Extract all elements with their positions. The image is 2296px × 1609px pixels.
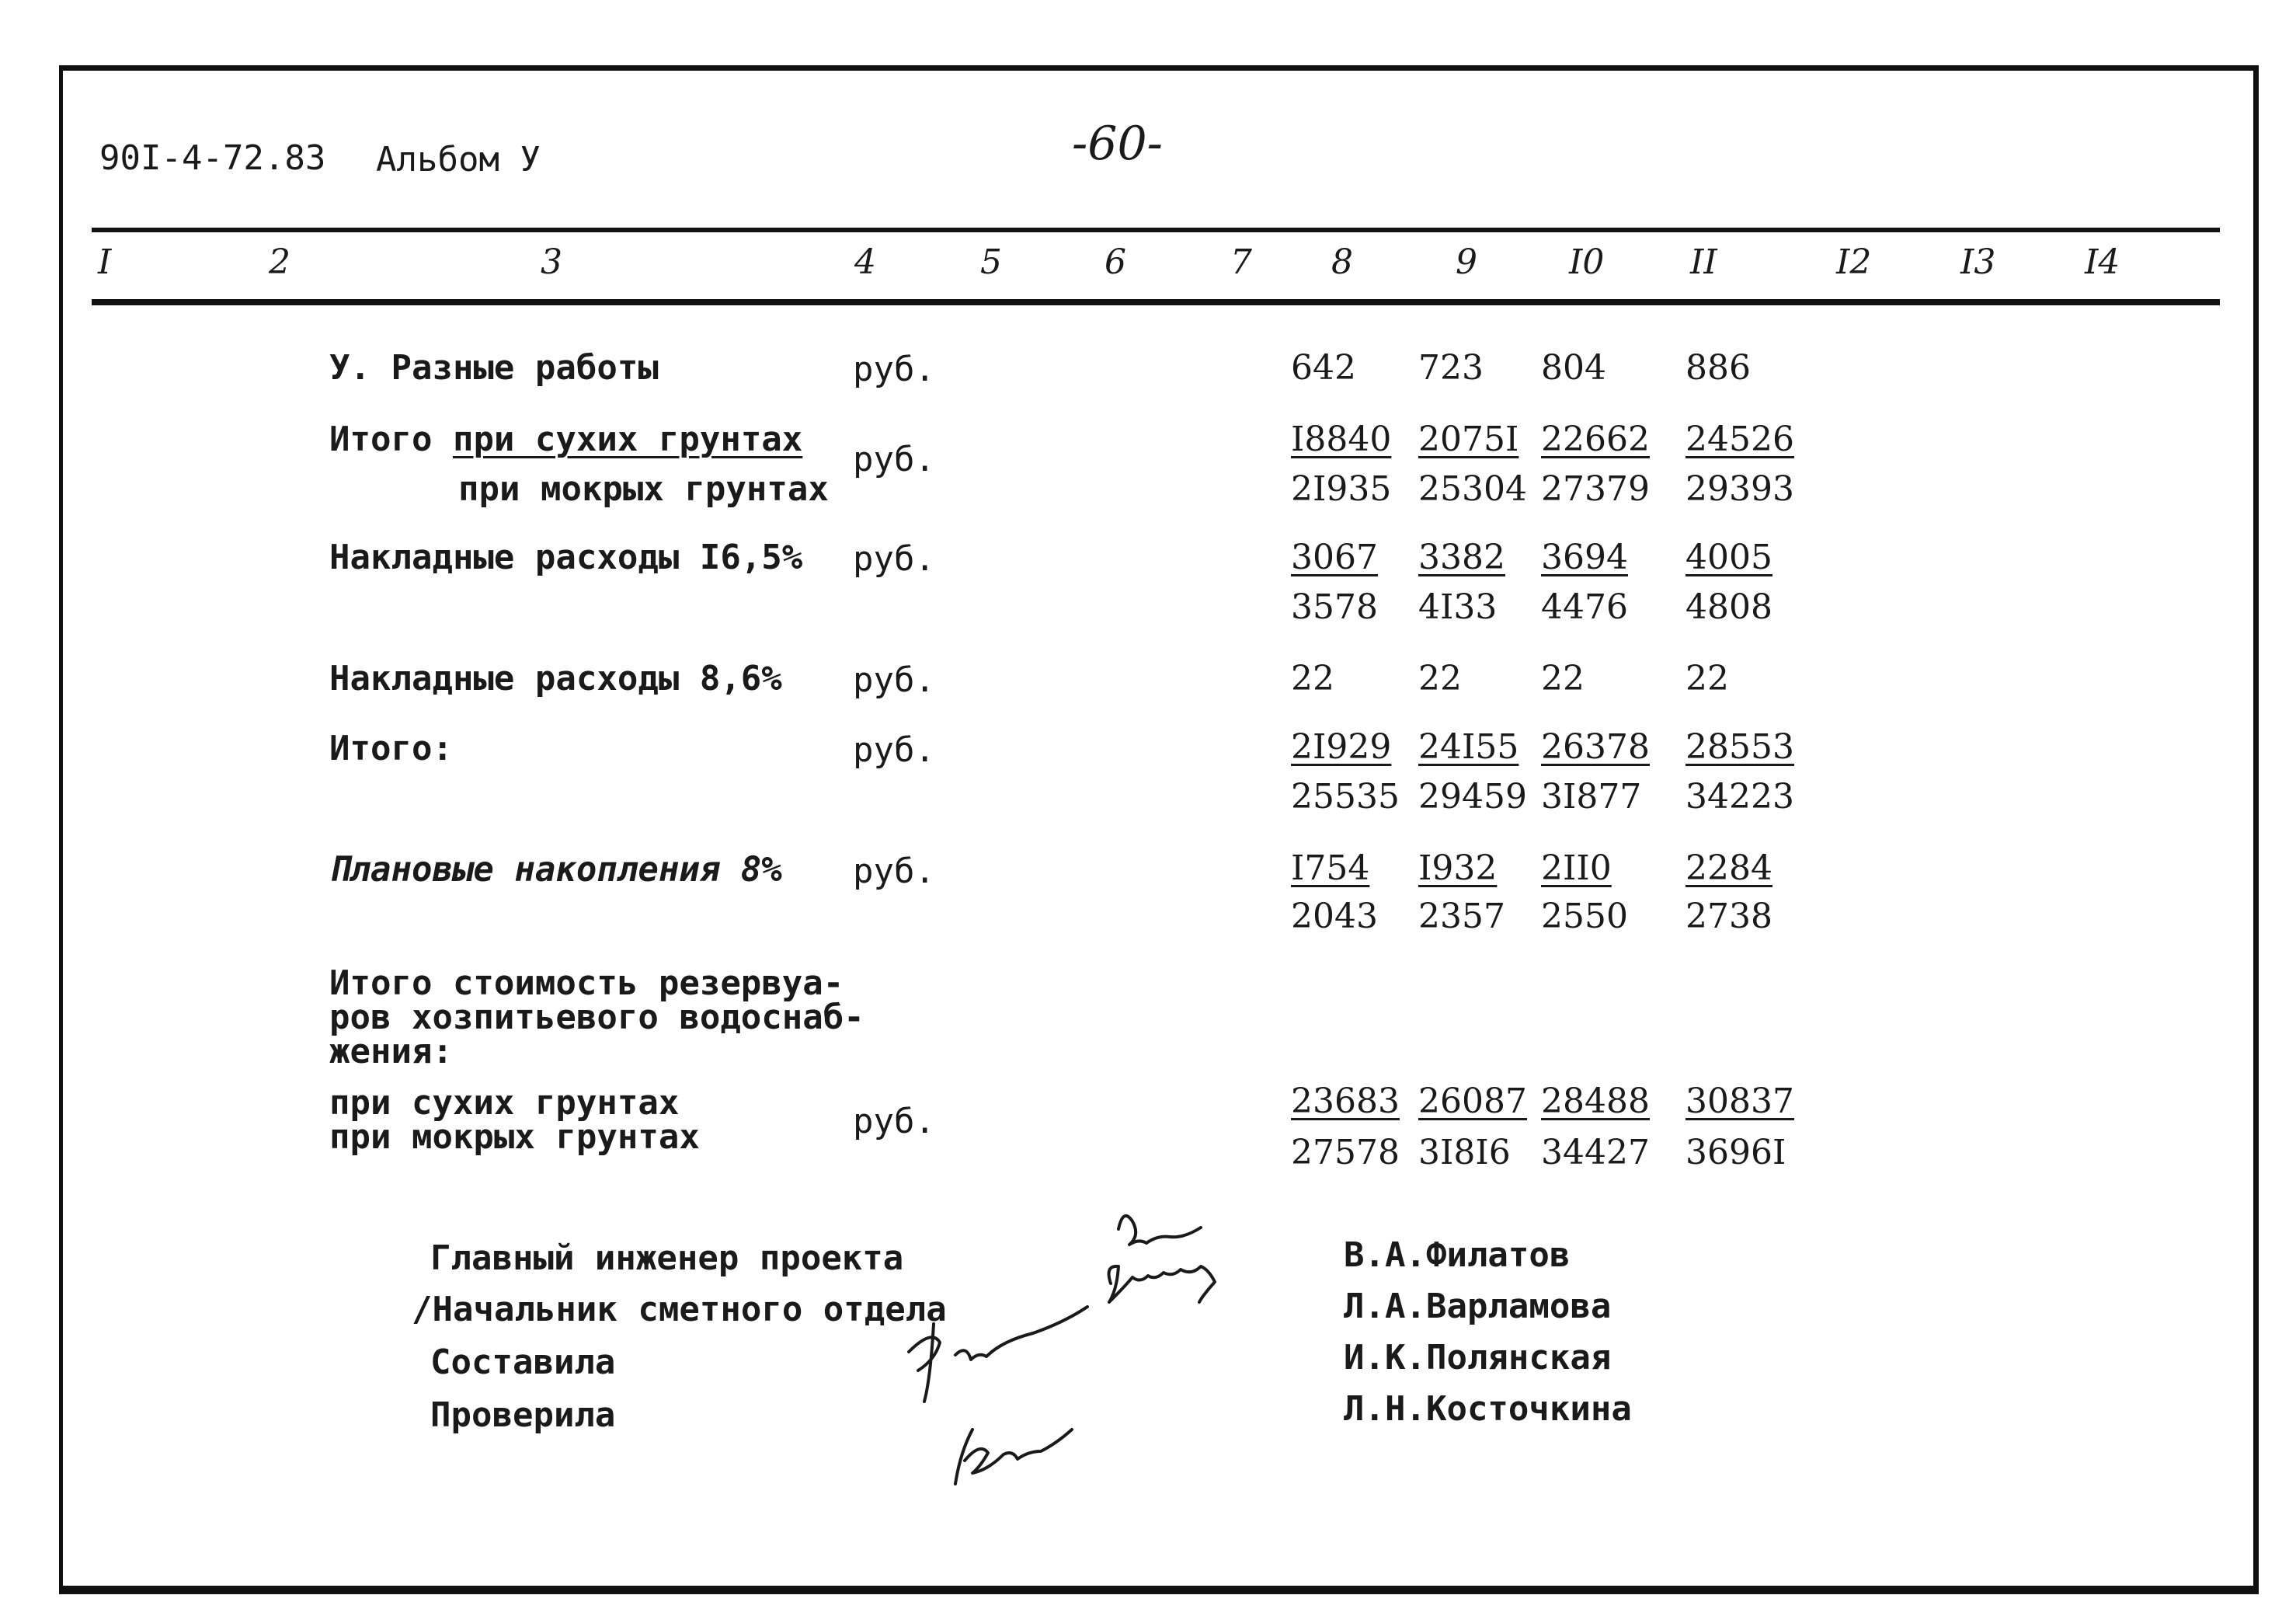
column-number: I: [98, 242, 112, 282]
row-label-dry: при сухих грунтах: [329, 1083, 680, 1123]
value-col10-wet: 3I877: [1541, 777, 1642, 817]
value-col11-wet: 29393: [1685, 469, 1794, 509]
row-label: Накладные расходы 8,6%: [329, 659, 782, 698]
row-unit: руб.: [853, 440, 935, 479]
value-col9: 24I55: [1418, 727, 1519, 767]
column-number: 2: [269, 242, 290, 282]
value-col8: 642: [1291, 348, 1356, 388]
column-number: 3: [541, 242, 562, 282]
column-number: 6: [1105, 242, 1126, 282]
value-col9: 723: [1418, 348, 1484, 388]
name-compiled: И.К.Полянская: [1344, 1338, 1612, 1377]
column-number: 4: [854, 242, 876, 282]
row-label: Итого:: [329, 729, 453, 768]
value-col9: 2075I: [1418, 420, 1519, 459]
column-number: I0: [1569, 242, 1605, 282]
role-checked: Проверила: [430, 1395, 616, 1435]
value-col11-wet: 3696I: [1685, 1133, 1786, 1172]
row-label-total: Итого: [329, 420, 433, 459]
value-col10: 3694: [1541, 538, 1628, 577]
value-col8: 22: [1291, 659, 1334, 698]
value-col8-wet: 2I935: [1291, 469, 1392, 509]
document-code: 90I-4-72.83: [99, 138, 326, 178]
role-compiled: Составила: [430, 1343, 616, 1382]
value-col10: 2II0: [1541, 848, 1612, 888]
signature-1: [1118, 1216, 1201, 1245]
handwritten-signatures: [885, 1196, 1320, 1507]
value-col10-wet: 27379: [1541, 469, 1650, 509]
row-label-wet: при мокрых грунтах: [329, 1117, 700, 1157]
row-unit: руб.: [853, 539, 935, 579]
row-label-l2: ров хозпитьевого водоснаб-: [329, 998, 864, 1037]
row-unit: руб.: [853, 1102, 935, 1141]
column-number: 8: [1331, 242, 1353, 282]
value-col10: 804: [1541, 348, 1606, 388]
name-chief-engineer: В.А.Филатов: [1344, 1235, 1571, 1275]
value-col11: 22: [1685, 659, 1729, 698]
row-label-l3: жения:: [329, 1032, 453, 1071]
row-label: Плановые накопления 8%: [329, 850, 782, 890]
value-col9-wet: 29459: [1418, 777, 1527, 817]
value-col8: 2I929: [1291, 727, 1392, 767]
row-unit: руб.: [853, 660, 935, 700]
column-number: I4: [2085, 242, 2120, 282]
value-col11: 28553: [1685, 727, 1794, 767]
value-col11: 4005: [1685, 538, 1772, 577]
row-label-l1: Итого стоимость резервуа-: [329, 963, 844, 1003]
value-col11: 2284: [1685, 848, 1772, 888]
value-col8-wet: 25535: [1291, 777, 1400, 817]
value-col11: 24526: [1685, 420, 1794, 459]
column-number: I2: [1836, 242, 1872, 282]
value-col10-wet: 34427: [1541, 1133, 1650, 1172]
value-col9: 26087: [1418, 1081, 1527, 1121]
value-col9-wet: 3I8I6: [1418, 1133, 1511, 1172]
name-head-estimates: Л.А.Варламова: [1344, 1287, 1612, 1326]
value-col8-wet: 27578: [1291, 1133, 1400, 1172]
role-head-estimates: /Начальник сметного отдела: [412, 1290, 947, 1329]
column-number: 9: [1456, 242, 1477, 282]
row-label-wet: при мокрых грунтах: [458, 469, 829, 509]
signature-2: [1109, 1266, 1215, 1302]
header-rule-top: [92, 228, 2220, 232]
row-unit: руб.: [853, 852, 935, 891]
row-label: У. Разные работы: [329, 348, 659, 388]
value-col9: 22: [1418, 659, 1462, 698]
value-col10: 26378: [1541, 727, 1650, 767]
value-col9: 3382: [1418, 538, 1505, 577]
signature-3: [909, 1307, 1087, 1402]
value-col10: 22: [1541, 659, 1585, 698]
value-col9-wet: 4I33: [1418, 587, 1498, 627]
value-col11-wet: 4808: [1685, 587, 1772, 627]
value-col8: I754: [1291, 848, 1370, 888]
row-label-dry: при сухих грунтах: [452, 420, 803, 459]
column-number: 5: [980, 242, 1002, 282]
value-col11-wet: 34223: [1685, 777, 1794, 817]
value-col8: I8840: [1291, 420, 1392, 459]
value-col11: 30837: [1685, 1081, 1794, 1121]
value-col10: 22662: [1541, 420, 1650, 459]
value-col8: 23683: [1291, 1081, 1400, 1121]
column-number: 7: [1230, 242, 1252, 282]
value-col10: 28488: [1541, 1081, 1650, 1121]
page-number: -60-: [1072, 117, 1163, 171]
row-label: [329, 420, 802, 459]
role-chief-engineer: Главный инженер проекта: [430, 1238, 904, 1278]
row-label: Накладные расходы I6,5%: [329, 538, 803, 577]
column-number: I3: [1960, 242, 1996, 282]
value-col9-wet: 2357: [1418, 897, 1505, 936]
row-unit: руб.: [853, 730, 935, 770]
row-unit: руб.: [853, 350, 935, 389]
value-col9-wet: 25304: [1418, 469, 1527, 509]
column-number: II: [1690, 242, 1717, 282]
value-col10-wet: 4476: [1541, 587, 1628, 627]
value-col8: 3067: [1291, 538, 1378, 577]
header-rule-bottom: [92, 299, 2220, 305]
album-label: Альбом У: [376, 140, 541, 179]
name-checked: Л.Н.Косточкина: [1344, 1389, 1632, 1429]
value-col11-wet: 2738: [1685, 897, 1772, 936]
value-col8-wet: 2043: [1291, 897, 1378, 936]
value-col8-wet: 3578: [1291, 587, 1378, 627]
signature-4: [955, 1430, 1072, 1484]
value-col9: I932: [1418, 848, 1498, 888]
value-col11: 886: [1685, 348, 1751, 388]
value-col10-wet: 2550: [1541, 897, 1628, 936]
